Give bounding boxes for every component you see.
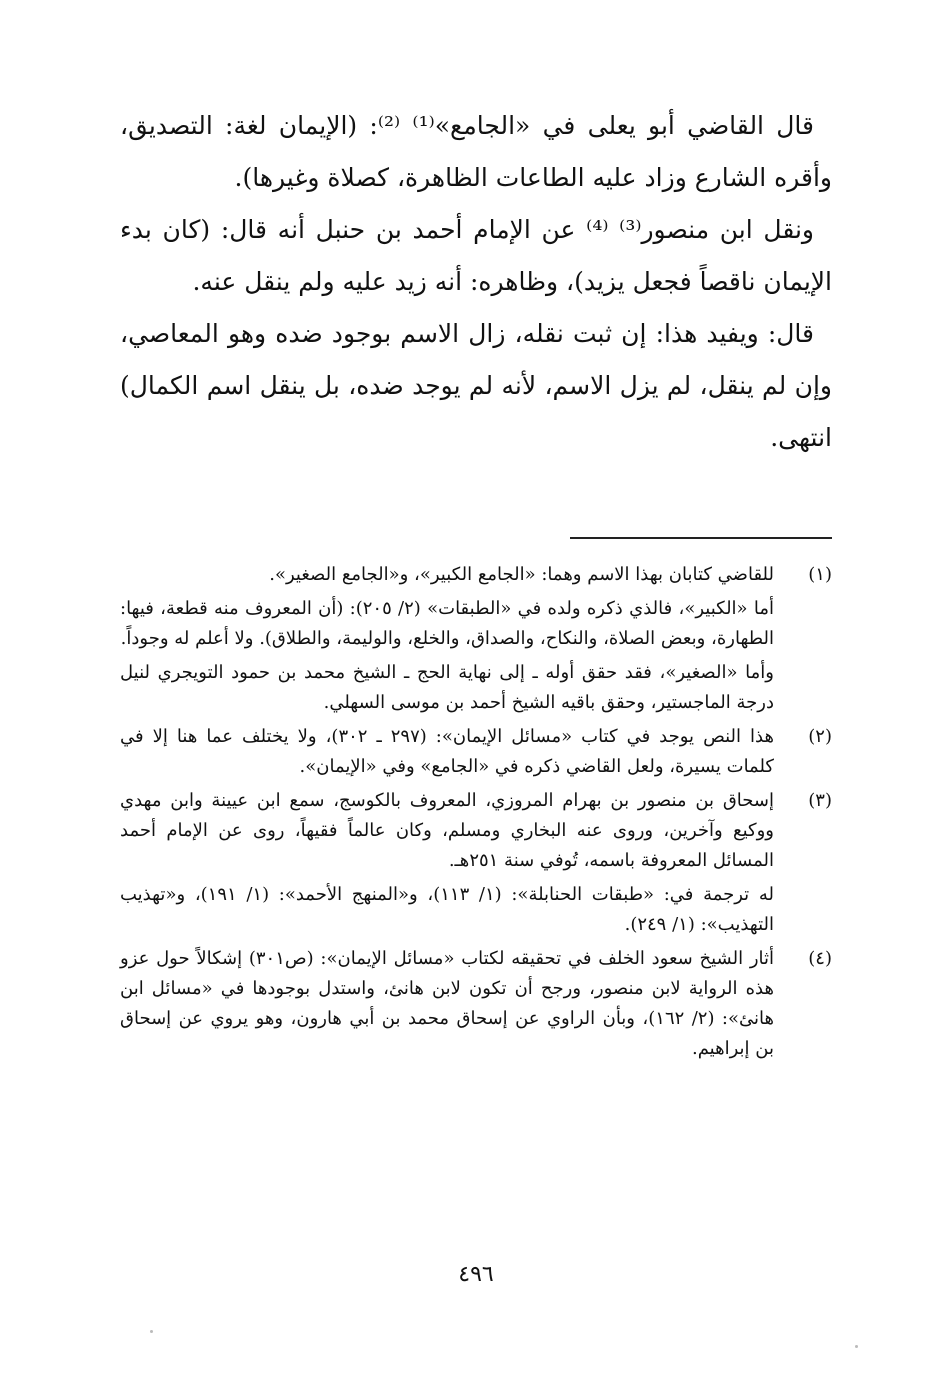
page-number: ٤٩٦: [458, 1262, 494, 1287]
footnote-separator: [570, 537, 832, 539]
footnote-number: (٢): [808, 726, 832, 747]
footnote-paragraph: أما «الكبير»، فالذي ذكره ولده في «الطبقات» (٢/ ٢٠٥): (أن المعروف منه قطعة، فيها: الطهارة، وبعض الصلاة، والنكاح، والصداق، والخلع، والوليمة، والطلاق). ولا أعلم له وجوداً.: [120, 598, 774, 649]
footnotes-section: [120, 560, 832, 1068]
footnote-1: [120, 560, 832, 718]
scan-speck: [150, 1330, 153, 1333]
paragraph-3: قال: ويفيد هذا: إن ثبت نقله، زال الاسم بوجود ضده وهو المعاصي، وإن لم ينقل، لم يزل الاسم، لأنه لم يوجد ضده، بل ينقل اسم الكمال) انتهى.: [120, 319, 832, 452]
footnote-paragraph: أثار الشيخ سعود الخلف في تحقيقه لكتاب «مسائل الإيمان»: (ص٣٠١) إشكالاً حول عزو هذه الرواية لابن منصور، ورجح أن تكون لابن هانئ، واستدل بوجودها في «مسائل ابن هانئ»: (٢/ ١٦٢)، وبأن الراوي عن إسحاق محمد بن أبي هارون، وهو يروي عن إسحاق بن إبراهيم.: [120, 948, 774, 1059]
footnote-4: [120, 944, 832, 1064]
main-body-text: [120, 100, 832, 464]
footnote-3: [120, 786, 832, 940]
footnote-paragraph: وأما «الصغير»، فقد حقق أوله ـ إلى نهاية الحج ـ الشيخ محمد بن حمود التويجري لنيل درجة الماجستير، وحقق باقيه الشيخ أحمد بن موسى السهلي.: [120, 662, 774, 713]
footnote-paragraph: للقاضي كتابان بهذا الاسم وهما: «الجامع الكبير»، و«الجامع الصغير».: [269, 564, 774, 585]
footnote-paragraph: إسحاق بن منصور بن بهرام المروزي، المعروف بالكوسج، سمع ابن عيينة وابن مهدي ووكيع وآخرين، وروى عنه البخاري ومسلم، وكان عالماً فقيهاً، روى عن الإمام أحمد المسائل المعروفة باسمه، تُوفي سنة ٢٥١هـ.: [120, 790, 774, 871]
paragraph-2: ونقل ابن منصور⁽³⁾ ⁽⁴⁾ عن الإمام أحمد بن حنبل أنه قال: (كان بدء الإيمان ناقصاً فجعل يزيد)، وظاهره: أنه زيد عليه ولم ينقل عنه.: [120, 215, 832, 296]
scan-speck: [855, 1345, 858, 1348]
footnote-2: [120, 722, 832, 782]
footnote-paragraph: هذا النص يوجد في كتاب «مسائل الإيمان»: (٢٩٧ ـ ٣٠٢)، ولا يختلف عما هنا إلا في كلمات يسيرة، ولعل القاضي ذكره في «الجامع» وفي «الإيمان».: [120, 726, 774, 777]
footnote-paragraph: له ترجمة في: «طبقات الحنابلة»: (١/ ١١٣)، و«المنهج الأحمد»: (١/ ١٩١)، و«تهذيب التهذيب»: (١/ ٢٤٩).: [120, 884, 775, 935]
footnote-number: (٣): [808, 790, 832, 811]
paragraph-1: قال القاضي أبو يعلى في «الجامع»⁽¹⁾ ⁽²⁾: (الإيمان لغة: التصديق، وأقره الشارع وزاد عليه الطاعات الظاهرة، كصلاة وغيرها).: [120, 111, 832, 192]
footnote-number: (١): [808, 564, 832, 585]
footnote-number: (٤): [808, 948, 832, 969]
